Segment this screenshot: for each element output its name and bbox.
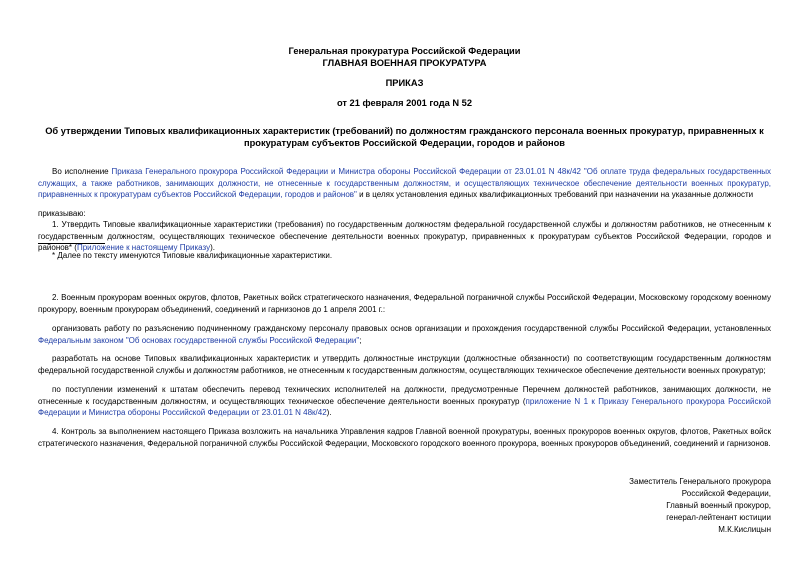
signature-rank: генерал-лейтенант юстиции: [666, 513, 771, 522]
item-2c-text: по поступлении изменений к штатам обеспечить перевод технических исполнителей на должности, предусмотренные Перечнем должностей работников, занимающих должности, не отнесенные к государственным должностям, и осуществляющих техническое обеспечение деятельности военных прокуратур (: [38, 385, 771, 406]
appendix-1-link[interactable]: приложение N 1 к Приказу Генерального прокурора Российской Федерации и Министра обороны Российской Федерации от 23.01.01 N 48к/42: [38, 396, 771, 417]
item-2a-paragraph: [38, 323, 771, 346]
document-title-line2: прокуратурам субъектов Российской Федерации, городов и районов: [243, 138, 566, 148]
signature-position: Заместитель Генерального прокурора: [629, 477, 771, 486]
footnote-divider: [38, 243, 105, 244]
department-name: ГЛАВНАЯ ВОЕННАЯ ПРОКУРАТУРА: [322, 58, 487, 68]
signature-country: Российской Федерации,: [681, 489, 771, 498]
item-2-paragraph: 2. Военным прокурорам военных округов, флотов, Ракетных войск стратегического назначения, Федеральной пограничной службы Российской Федерации, Московскому городскому военному прокурору, военным прокурорам объединений, соединений и гарнизонов до 1 апреля 2001 г.:: [38, 293, 771, 314]
document-title-line1: Об утверждении Типовых квалификационных характеристик (требований) по должностям гражданского персонала военных прокуратур, приравненных к: [45, 126, 764, 136]
signature-name: М.К.Кислицын: [718, 525, 771, 534]
document-date: от 21 февраля 2001 года N 52: [336, 98, 473, 108]
item-1-text: 1. Утвердить Типовые квалификационные характеристики (требования) по государственным должностям федеральной государственной службы и должностям работников, не отнесенным к государственным должностям, осуществляющих техническое обеспечение деятельности военных прокуратур, приравненных к прокуратурам субъектов Российской Федерации, городов и районов* (: [38, 220, 771, 252]
signature-block: [511, 476, 771, 536]
orders-word: приказываю:: [38, 209, 86, 218]
item-2a-end: ;: [359, 335, 362, 345]
organization-name: Генеральная прокуратура Российской Федерации: [288, 46, 521, 56]
item-4-paragraph: 4. Контроль за выполнением настоящего Приказа возложить на начальника Управления кадров Главной военной прокуратуры, военных прокуроров военных округов, флотов, Ракетных войск стратегического назначения, Федеральной пограничной службы Российской Федерации, Московского городского военного прокурора, военных прокуроров объединений, соединений и гарнизонов.: [38, 427, 771, 448]
item-2a-text: организовать работу по разъяснению подчиненному гражданскому персоналу правовых основ организации и прохождения государственной службы Российской Федерации, установленных: [52, 324, 771, 333]
appendix-link[interactable]: Приложение к настоящему Приказу: [76, 243, 211, 252]
item-2b-paragraph: разработать на основе Типовых квалификационных характеристик и утвердить должностные инструкции (должностные обязанности) по соответствующим государственным должностям федеральной государственной службы и должностям работников, не отнесенным к государственным должностям, осуществляющих техническое обеспечение деятельности военных прокуратур;: [38, 354, 771, 375]
item-1-paragraph: [38, 219, 771, 254]
footnote: * Далее по тексту именуются Типовые квалификационные характеристики.: [52, 251, 333, 260]
item-1-end: ).: [210, 243, 215, 252]
intro-suffix: и в целях установления единых квалификационных требований при назначении на указанные должности: [356, 190, 754, 199]
item-2c-paragraph: [38, 384, 771, 419]
document-type: ПРИКАЗ: [385, 78, 424, 88]
item-2c-end: ).: [326, 408, 332, 417]
federal-law-link[interactable]: Федеральным законом "Об основах государственной службы Российской Федерации": [38, 335, 360, 345]
order-48k42-link[interactable]: Приказа Генерального прокурора Российской Федерации и Министра обороны Российской Федерации от 23.01.01 N 48к/42 "Об оплате труда федеральных государственных служащих, а также работников, занимающих должности, не отнесенные к государственным должностям, и осуществляющих техническое обеспечение деятельности военных прокуратур, приравненных к прокуратурам субъектов Российской Федерации, городов и районов": [38, 167, 771, 199]
signature-role: Главный военный прокурор,: [666, 501, 771, 510]
document-page: [38, 0, 771, 571]
intro-paragraph: [38, 166, 771, 201]
intro-prefix: Во исполнение: [52, 167, 112, 176]
